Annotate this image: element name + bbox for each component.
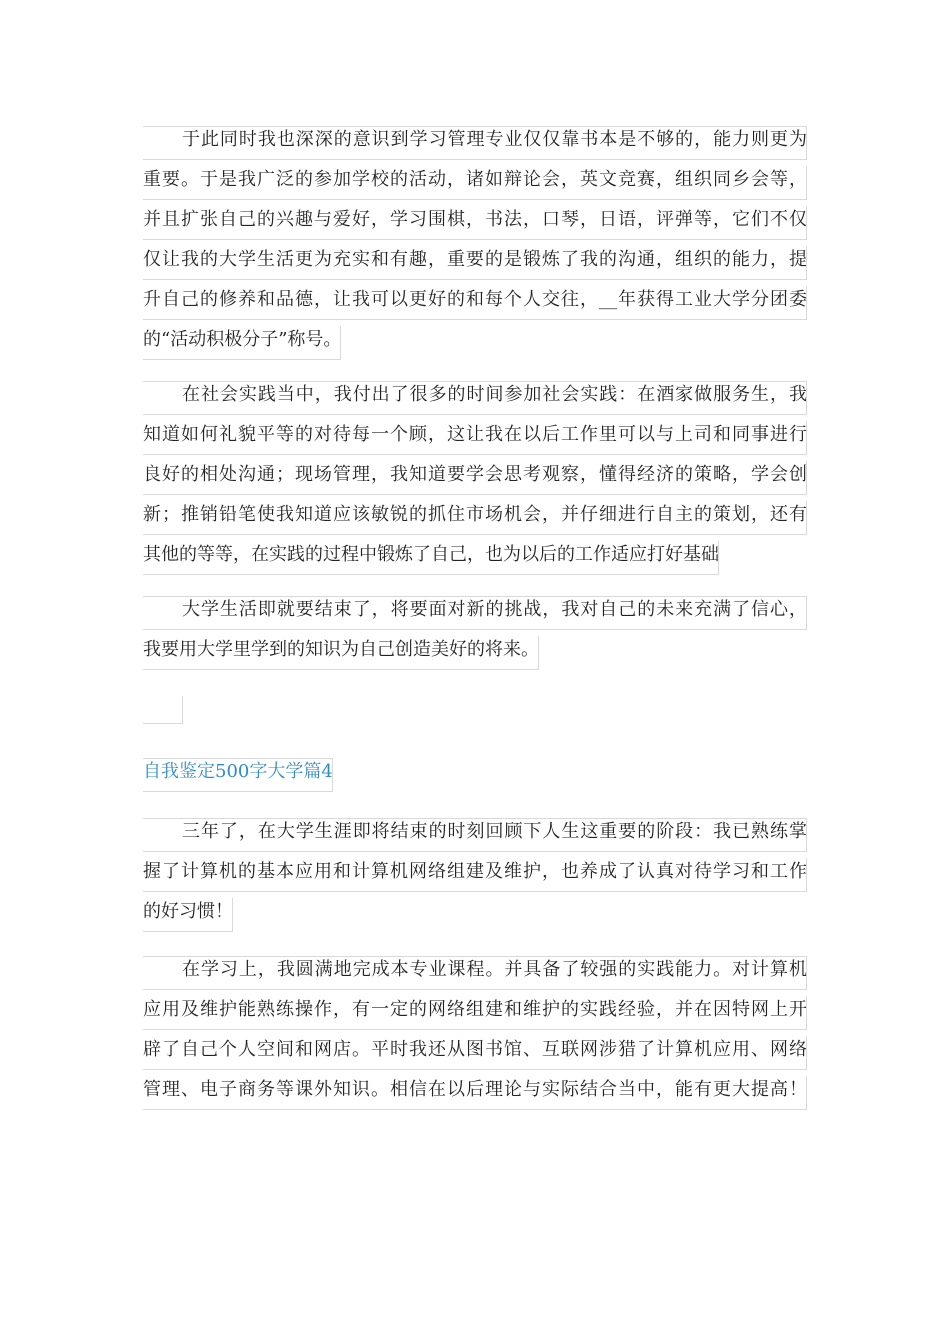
paragraph-1 [143, 120, 807, 364]
text-line: 于此同时我也深深的意识到学习管理专业仅仅靠书本是不够的，能力则更为 [143, 120, 807, 160]
text-line: 三年了，在大学生涯即将结束的时刻回顾下人生这重要的阶段：我已熟练掌 [143, 812, 807, 852]
text-line: 新；推销铅笔使我知道应该敏锐的抓住市场机会，并仔细进行自主的策划，还有 [143, 495, 807, 535]
text-line: 应用及维护能熟练操作，有一定的网络组建和维护的实践经验，并在因特网上开 [143, 990, 807, 1030]
paragraph-2 [143, 375, 807, 579]
paragraph-4 [143, 812, 807, 936]
paragraph-5 [143, 950, 807, 1110]
text-line: 辟了自己个人空间和网店。平时我还从图书馆、互联网涉猎了计算机应用、网络 [143, 1030, 807, 1070]
empty-line-box [143, 696, 183, 724]
text-line: 我要用大学里学到的知识为自己创造美好的将来。 [143, 630, 539, 670]
text-line: 大学生活即就要结束了，将要面对新的挑战，我对自己的未来充满了信心， [143, 590, 807, 630]
text-line: 其他的等等，在实践的过程中锻炼了自己，也为以后的工作适应打好基础 [143, 535, 719, 575]
text-line: 的好习惯！ [143, 892, 233, 932]
text-line: 在学习上，我圆满地完成本专业课程。并具备了较强的实践能力。对计算机 [143, 950, 807, 990]
section-heading-block [143, 752, 807, 796]
text-line: 重要。于是我广泛的参加学校的活动，诸如辩论会，英文竞赛，组织同乡会等， [143, 160, 807, 200]
text-line: 的“活动积极分子”称号。 [143, 320, 341, 360]
text-line: 知道如何礼貌平等的对待每一个顾，这让我在以后工作里可以与上司和同事进行 [143, 415, 807, 455]
text-line: 在社会实践当中，我付出了很多的时间参加社会实践：在酒家做服务生，我 [143, 375, 807, 415]
text-line: 升自己的修养和品德，让我可以更好的和每个人交往，__年获得工业大学分团委 [143, 280, 807, 320]
text-line: 管理、电子商务等课外知识。相信在以后理论与实际结合当中，能有更大提高！ [143, 1070, 807, 1110]
text-line: 仅让我的大学生活更为充实和有趣，重要的是锻炼了我的沟通，组织的能力，提 [143, 240, 807, 280]
paragraph-3 [143, 590, 807, 674]
text-line: 并且扩张自己的兴趣与爱好，学习围棋，书法，口琴，日语，评弹等，它们不仅 [143, 200, 807, 240]
text-line: 良好的相处沟通；现场管理，我知道要学会思考观察，懂得经济的策略，学会创 [143, 455, 807, 495]
text-line: 握了计算机的基本应用和计算机网络组建及维护，也养成了认真对待学习和工作 [143, 852, 807, 892]
section-heading[interactable]: 自我鉴定500字大学篇4 [143, 752, 333, 792]
